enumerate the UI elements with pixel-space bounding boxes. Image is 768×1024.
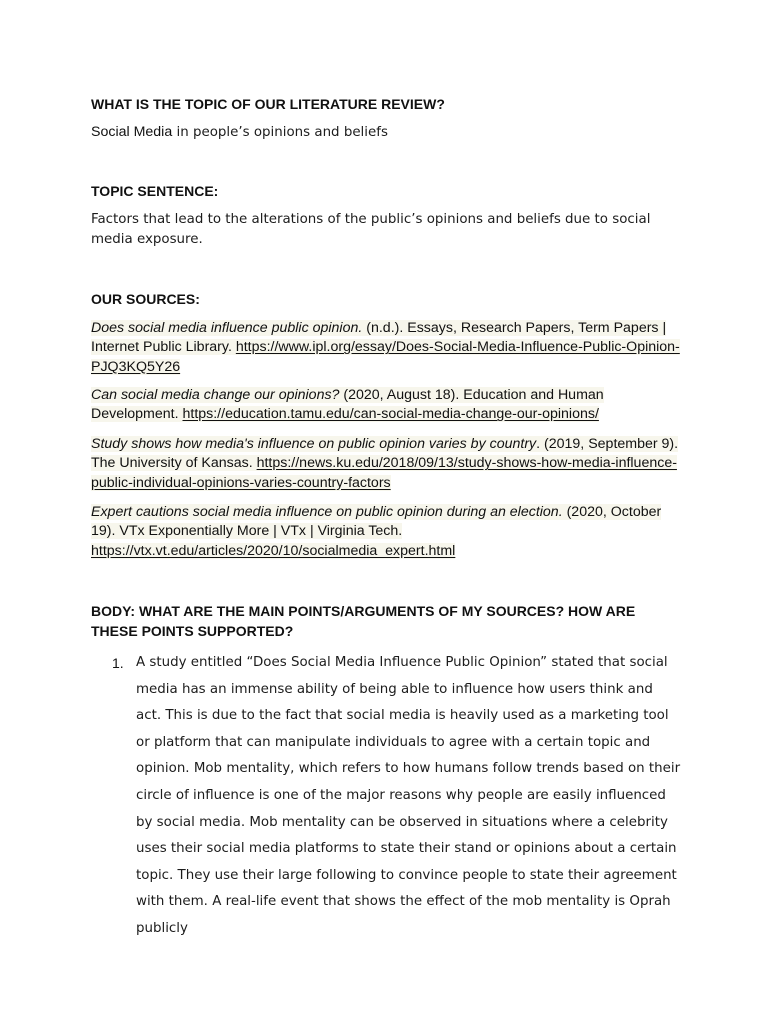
topic-lead: Social Media (91, 124, 173, 140)
topic-sentence-heading: TOPIC SENTENCE: (91, 183, 219, 199)
source-item (91, 319, 683, 377)
list-item-text: A study entitled “Does Social Media Influence Public Opinion” stated that social media has an immense ability of being able to influence how users think and act. This is due to the fact that social media is heavily used as a marketing tool or platform that can manipulate individuals to agree with a certain topic and opinion. Mob mentality, which refers to how humans follow trends based on their circle of influence is one of the major reasons why people are easily influenced by social media. Mob mentality can be observed in situations where a celebrity uses their social media platforms to state their stand or opinions about a certain topic. They use their large following to convince people to state their agreement with them. A real-life event that shows the effect of the mob mentality is Oprah publicly (136, 655, 681, 936)
body-heading: BODY: WHAT ARE THE MAIN POINTS/ARGUMENTS OF MY SOURCES? HOW ARE THESE POINTS SUPPORTED? (91, 603, 636, 639)
source-details: (2020, August 18). Education and Human Development. (91, 387, 604, 423)
source-details: . (2019, September 9). The University of Kansas. (91, 436, 679, 472)
topic-heading: WHAT IS THE TOPIC OF OUR LITERATURE REVIEW? (91, 96, 445, 112)
topic-sentence-text: Factors that lead to the alterations of the public’s opinions and beliefs due to social media exposure. (91, 212, 651, 247)
source-title: Study shows how media's influence on public opinion varies by country (91, 436, 537, 452)
list-marker: 1. (112, 655, 124, 671)
source-link[interactable]: https://www.ipl.org/essay/Does-Social-Media-Influence-Public-Opinion-PJQ3KQ5Y26 (91, 339, 680, 375)
source-item (91, 435, 683, 493)
sources-heading: OUR SOURCES: (91, 291, 200, 307)
source-link[interactable]: https://news.ku.edu/2018/09/13/study-shows-how-media-influence-public-individual-opinions-varies-country-factors (91, 455, 677, 491)
body-points-list (112, 650, 682, 943)
source-title: Can social media change our opinions? (91, 387, 340, 403)
source-item (91, 386, 683, 425)
topic-text (91, 122, 671, 143)
topic-rest: in people’s opinions and beliefs (172, 125, 388, 140)
source-link[interactable]: https://vtx.vt.edu/articles/2020/10/socialmedia_expert.html (91, 542, 456, 559)
source-details: (2020, October 19). VTx Exponentially More | VTx | Virginia Tech. (91, 504, 662, 540)
list-item (112, 650, 682, 943)
source-details: (n.d.). Essays, Research Papers, Term Papers | Internet Public Library. (91, 320, 667, 356)
source-item (91, 503, 683, 561)
source-title: Does social media influence public opinion. (91, 320, 363, 336)
source-title: Expert cautions social media influence on public opinion during an election. (91, 504, 563, 520)
source-link[interactable]: https://education.tamu.edu/can-social-media-change-our-opinions/ (182, 406, 599, 423)
